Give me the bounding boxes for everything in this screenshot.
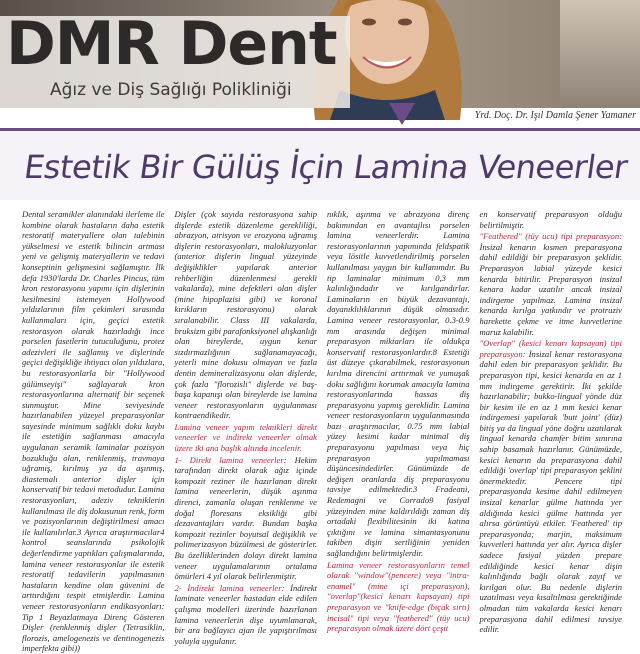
arrow-marker-icon [389, 103, 415, 125]
page-title: Estetik Bir Gülüş İçin Lamina Veneerler [21, 148, 630, 186]
paragraph: İndirekt laminate veneerler hastadan elde edilen çalışma modelleri üzerinde hazırlanan lamina veneerlerin dişe uyumlanarak, bir ara bağlayıcı ajan ile yapıştırılması yoluyla uygulanır. [174, 582, 317, 646]
paragraph: Hekim tarafından direkt olarak ağız içinde kompozit reziner ile hazırlanan direkt lamina veneerlerin, düşük aşınma direnci, zamanla oluşan renklenme ve doğal floresans eksikliği gibi dezavantajları vardır. Bundan başka kompozit rezinler boyutsal değişiklik ve polimerizasyon büzülmesi de gösterirler. Bu özelliklerinden dolayı direkt lamina veneer uygulamalarının ortalama ömürleri 4 yıl olarak belirlenmiştir. [174, 454, 317, 582]
section-heading: "Feathered" (tüy ucu) tipi preparasyon: [479, 231, 622, 242]
paragraph: en konservatif preparasyon olduğu belirtilmiştir. [479, 209, 622, 230]
paragraph: Dental seramikler alanındaki ilerleme ile kombine olarak hastaların daha estetik restoratif materyallere olan talebinin yükselmesi ve estetik bilincin artması yeni ve gelişmiş materyallerin ve tedavi konseptinin gelişmesini sağlamıştır. İlk defa 1930'larda Dr. Charles Pincus, tüm kron restorasyonu yapımı için dişlerinin kesilmesini istemeyen Hollywood yıldızlarının film çekimleri sırasında kullanmaları için, geçici estetik restorasyon olarak hazırladığı ince porselen fasetlerin tutuculuğunu, protez adezivleri ile sağlamış ve dişlerinde geçici değişikliğe ihtiyacı olan yıldızlara, bu restorasyonlarla bir "Hollywood gülümseyişi" sağlayarak kron restorasyonlarına alternatif bir seçenek sunmuştur. Mine seviyesinde hazırlanabilen yüzeyel preparasyonlar sayesinde minimum sağlıklı doku kaybı ile estetiğin sağlanması amacıyla uygulanan seramik laminalar pozisyon bozukluğu olan, renklenmiş, travmaya uğramış, kırılmış ya da aşınmış, diastemalı anterior dişler için konservatif bir tedavi metodudur. Lamina restorasyonları, adeziv tekniklerin kullanılması ile diş dokusunun renk, form ve pozisyonlarının değiştirilmesi amacı ile kullanılırlar.3 Ayrıca araştırmacılar4 kontrol seanslarında psikolojik değerlendirme yaptıkları çalışmalarında, lamina veneer restorasyonlar ile estetik restoratif tedavilerin yapılmasının hastaların kendine olan güvenini de arttırdığını tespit etmişlerdir. Lamina veneer restorasyonların endikasyonları: Tip 1 Beyazlatmaya Direnç Gösteren Dişler (renklenmiş dişler (Tetrasiklin, florozis, amelogenezis ve dentinogenezis imperfekta gibi)) [22, 209, 165, 654]
column-3 [327, 209, 470, 640]
column-1 [22, 209, 165, 654]
section-heading: 2- İndirekt lamina veneerler: [174, 582, 285, 593]
title-rule [0, 128, 640, 131]
paragraph: Dişler (çok sayıda restorasyona sahip dişlerde estetik düzenleme gerekliliği, abrazyon, atrisyon ve erozyona uğramış dişlerin restorasyonları, malokluzyonlar (anterior dişlerin lingual yüzeyinde değişiklikler yapılarak anterior rehberliğin düzenlenmesi gerekli vakalarda), mine defektleri olan dişler (mine hipoplazisi gibi) ve koronal kırıkların restorasyonu) olarak sıralanabilir. Class III vakalarda, bruksizm gibi parafonksiyonel alışkanlığı olan bireylerde, uygun kenar sızdırmazlığının sağlanamayacağı, yeterli mine dokusu olmayan ve fazla dentin demineralizasyonu olan dişlerde, çok fazla "florozisli" dişlerde ve baş-başa kapanışı olan bireylerde ise lamina veneer restorasyonların uygulanması kontraendikedir. [174, 209, 318, 421]
highlight-paragraph: Lamina veneer yapım teknikleri direkt veneerler ve indirekt veneerler olmak üzere iki ana başlık altında incelenir. [174, 421, 317, 454]
paragraph: nıklık, aşınma ve abrazyona direnç bakımından en avantajlısı porselen lamina veneerlerdir. Lamina restorasyonlarının yapımında feldspatik veya lösitle kuvvetlendirilmiş porselen kullanılması yaygın bir kullanımdır. Bu tip laminalar minimum 0,3 mm kalınlığındadır ve kırılgandırlar. Laminaların en büyük dezavantajı, dayanıklılıklarının düşük olmasıdır. Lamina veneer restorasyonlar, 0.3-0.9 mm arasında değişen minimal preparasyon miktarları ile oldukça konservatif restorasyonlardır.8 Estetiği üst düzeye çıkarabilmek, restorasyonun kırılma direncini arttırmak ve yumuşak doku sağlığını korumak amacıyla lamina restorasyonlarında hassas diş preparasyonu yapmış gereklidir. Lamina veneer restorasyonların uygulanmasında bazı araştırmacılar, 0.75 mm labial yüzey kesimi kadar minimal diş preparasyonu yapılması veya hiç preparasyon yapılmaması düşüncesindedirler. Günümüzde de değişen oranlarda diş preparasyonu tavsiye edilmektedir.3 Fradeani, Redemagni ve Corrado9 fasiyal yüzeyinden mine kaldırıldığı zaman diş ortadaki flexibilitesinin iki katına çıktığını ve lamina simantasyonunu takiben dişin sertliğinin yeniden sağlandığını belirtmişlerdir. [327, 209, 470, 558]
article-body [22, 209, 622, 654]
window-background [560, 0, 640, 108]
header-photo [0, 0, 640, 108]
column-4 [480, 209, 623, 640]
paragraph: İnsizal kenarın kısmen preparasyona dahil edildiği bir preparasyon şeklidir. Preparasyon labial yüzeyde kesici kenarda bitirilir. Preparasyon insizal kenara kadar uzatılır ancak insizal indirgeme yapılmaz. Lamina insizal kenarda kırılga yatkındır ve protruziv harekette çekme ve itme kuvvetlerine maruz kalabilir. [479, 241, 622, 337]
clinic-tagline: Ağız ve Diş Sağlığı Polikliniği [50, 80, 292, 100]
section-heading: 1- Direkt lamina veneerler: [174, 454, 287, 465]
paragraph: İnsizal kenar restorasyona dahil eden bir preparasyon şeklidir. Bu preparasyon tipi, kesici kenarda en az 1 mm indirgeme gerektirir. İki şekilde hazırlanabilir; bukko-lingual yönde düz bir kesim ile en az 1 mm kesici kenar indirgemesi yapılarak 'butt joint' (düz) bitiş ya da lingual yöne doğru uzatılarak lingual kenarda chamfer bitim sınırına sahip basamak hazırlanır. Günümüzde, kesici kenarın da preparasyona dahil edildiği 'overlap' tipi preparasyon şeklini önermektedir. Pencere tipi preparasyonda kesime dahil edilmeyen insizal kenarlar gülme hattında yer aldığında kesici gülme hattında yer alırsa görüntüyü etkiler. 'Feathered' tip preparasyonda; marjin, maksimum kuvvetleri hattında yer alır. Ayrıca dişler sadece fasiyal yüzden prepare edildiğinde kesici kenar dişin kalınlığında bağlı olarak zayıf ve kırılgan olur. Bu nedenle dişlerin uzatılması veya kısaltılması gerektiğinde olmadan tüm vakalarda kesici kenarı preparasyona dahil edilmesi tavsiye edilir. [479, 348, 622, 635]
column-2 [174, 209, 318, 646]
clinic-logo: DMR Dent [6, 9, 337, 79]
section-heading: "Overlap" (kesici kenarı kapsayan) tipi preparasyon: [479, 338, 622, 359]
author-name: Yrd. Doç. Dr. Işıl Damla Şener Yamaner [474, 110, 636, 121]
highlight-paragraph: Lamina veneer restorasyonların temel olarak "window"(pencere) veya "intra-enamel" (mine içi preparasyon), "overlap"(kesici kenarı kapsayan) tipi preparasyon ve "knife-edge (bıçak sırtı) incisal" tipi veya "feathered" (tüy ucu) preparasyon olmak üzere dört çeşit [327, 559, 470, 634]
